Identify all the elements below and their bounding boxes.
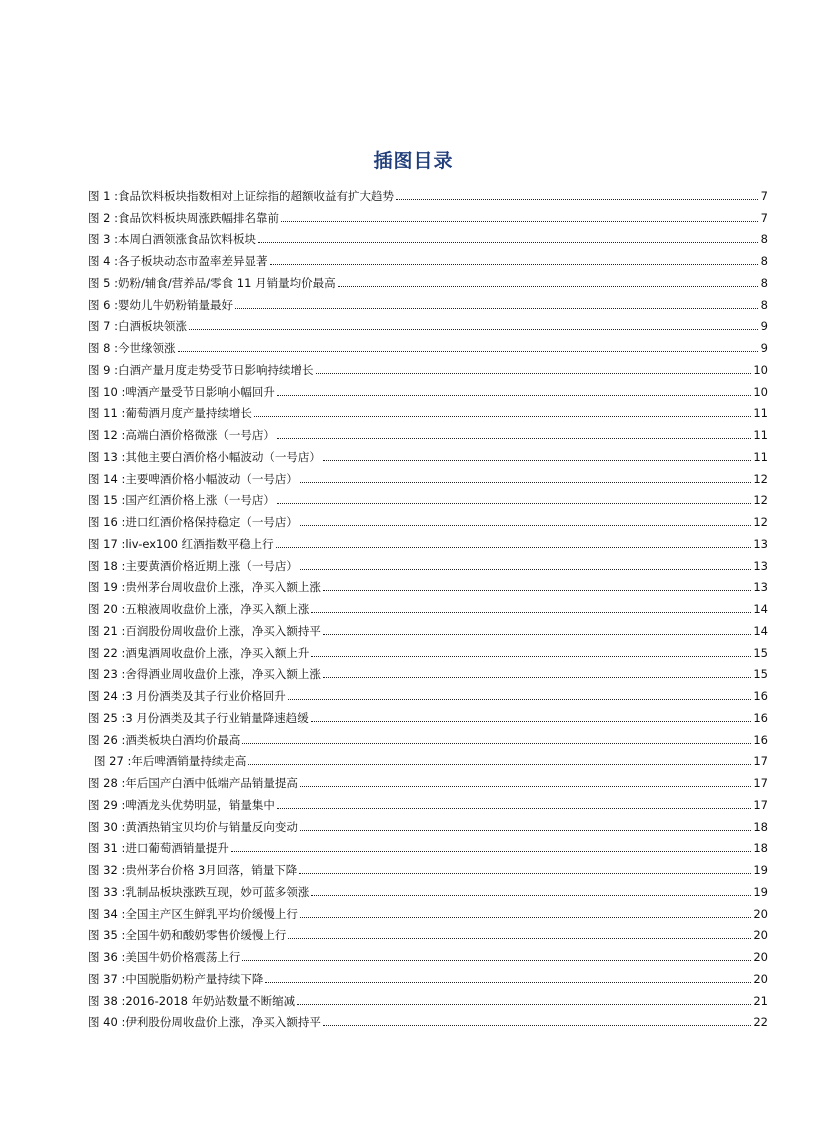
figure-entry[interactable] (88, 420, 768, 442)
figure-entry-label: 图 4 :各子板块动态市盈率差异显著 (88, 254, 268, 268)
dot-leader (300, 482, 752, 483)
figure-entry-label: 图 8 :今世缘领涨 (88, 341, 176, 355)
figure-entry[interactable] (88, 333, 768, 355)
figure-entry[interactable] (88, 529, 768, 551)
dot-leader (323, 1025, 752, 1026)
dot-leader (311, 895, 751, 896)
figure-entry-page: 15 (753, 645, 768, 660)
figure-entry-label: 图 20 :五粮液周收盘价上涨，净买入额上涨 (88, 602, 310, 616)
dot-leader (242, 743, 751, 744)
dot-leader (338, 286, 758, 287)
dot-leader (316, 373, 752, 374)
dot-leader (189, 329, 758, 330)
figure-entry-label: 图 13 :其他主要白酒价格小幅波动（一号店） (88, 449, 321, 464)
figure-entry-label: 图 7 :白酒板块领涨 (88, 319, 188, 334)
figure-entry[interactable] (88, 855, 768, 877)
figure-entry-label: 图 25 :3 月份酒类及其子行业销量降速趋缓 (88, 710, 309, 725)
figure-entry[interactable] (88, 877, 768, 899)
figure-entry[interactable] (88, 942, 768, 964)
figure-entry-page: 18 (753, 841, 768, 856)
figure-entry-page: 17 (753, 754, 768, 769)
dot-leader (323, 677, 752, 678)
figure-entry-label: 图 35 :全国牛奶和酸奶零售价缓慢上行 (88, 928, 287, 943)
figure-entry-label: 图 32 :贵州茅台价格 3月回落，销量下降 (88, 863, 298, 877)
figure-entry-label: 图 38 :2016-2018 年奶站数量不断缩减 (88, 993, 296, 1008)
figure-entry-label: 图 24 :3 月份酒类及其子行业价格回升 (88, 689, 286, 703)
dot-leader (242, 960, 751, 961)
figure-entry[interactable] (88, 290, 768, 312)
dot-leader (235, 308, 758, 309)
figure-entry[interactable] (88, 768, 768, 790)
figure-entry[interactable] (88, 507, 768, 529)
figure-entry-page: 9 (760, 319, 768, 334)
dot-leader (288, 938, 751, 939)
figure-entry-page: 13 (753, 558, 768, 573)
figure-entry-label: 图 26 :酒类板块白酒均价最高 (88, 732, 241, 747)
figure-entry-label: 图 33 :乳制品板块涨跌互现，妙可蓝多领涨 (88, 884, 310, 899)
dot-leader (300, 569, 752, 570)
figure-entry[interactable] (88, 573, 768, 595)
figure-entry-page: 10 (753, 362, 768, 377)
figure-entry-page: 7 (760, 210, 768, 225)
figure-entry-page: 16 (753, 710, 768, 725)
dot-leader (300, 830, 752, 831)
dot-leader (396, 199, 758, 200)
figure-entry-page: 21 (753, 993, 768, 1008)
figure-entry[interactable] (88, 399, 768, 421)
figure-entry-page: 14 (753, 602, 768, 616)
figure-entry[interactable] (88, 203, 768, 225)
figure-entry[interactable] (88, 225, 768, 247)
figure-entry[interactable] (88, 594, 768, 616)
figure-entry-label: 图 34 :全国主产区生鲜乳平均价缓慢上行 (88, 906, 298, 921)
figure-entry[interactable] (88, 1008, 768, 1030)
dot-leader (276, 547, 752, 548)
dot-leader (254, 416, 752, 417)
figure-entry-page: 12 (753, 515, 768, 529)
figure-entry-page: 8 (760, 275, 768, 290)
figure-entry[interactable] (88, 834, 768, 856)
dot-leader (323, 460, 752, 461)
dot-leader (178, 351, 758, 352)
figure-entry-page: 17 (753, 776, 768, 790)
figure-entry-label: 图 10 :啤酒产量受节日影响小幅回升 (88, 384, 275, 399)
figure-entry[interactable] (88, 921, 768, 943)
figure-entry-page: 22 (753, 1015, 768, 1030)
figure-entry-page: 20 (753, 971, 768, 986)
dot-leader (231, 851, 752, 852)
figure-entry-page: 13 (753, 536, 768, 551)
figure-entry-label: 图 23 :舍得酒业周收盘价上涨，净买入额上涨 (88, 667, 321, 682)
figure-entry[interactable] (88, 790, 768, 812)
dot-leader (288, 699, 752, 700)
figure-entry[interactable] (88, 486, 768, 508)
figure-entry[interactable] (88, 377, 768, 399)
figure-entry-label: 图 2 :食品饮料板块周涨跌幅排名靠前 (88, 210, 280, 225)
dot-leader (270, 264, 758, 265)
dot-leader (277, 438, 752, 439)
figure-entry-label: 图 40 :伊利股份周收盘价上涨，净买入额持平 (88, 1015, 321, 1030)
figure-entry-label: 图 3 :本周白酒领涨食品饮料板块 (88, 232, 257, 247)
figure-entry[interactable] (88, 812, 768, 834)
figure-entry-page: 20 (753, 928, 768, 943)
figure-list (88, 181, 768, 1029)
figure-entry-label: 图 11 :葡萄酒月度产量持续增长 (88, 406, 252, 421)
dot-leader (281, 221, 758, 222)
figure-entry-label: 图 30 :黄酒热销宝贝均价与销量反向变动 (88, 819, 298, 834)
figure-entry[interactable] (88, 660, 768, 682)
figure-entry-label: 图 31 :进口葡萄酒销量提升 (88, 841, 229, 856)
figure-entry-label: 图 36 :美国牛奶价格震荡上行 (88, 950, 241, 964)
figure-entry-page: 7 (760, 188, 768, 203)
dot-leader (297, 1004, 751, 1005)
figure-entry[interactable] (88, 986, 768, 1008)
figure-entry[interactable] (88, 312, 768, 334)
figure-entry[interactable] (88, 725, 768, 747)
figure-entry-page: 9 (760, 341, 768, 355)
figure-entry[interactable] (88, 355, 768, 377)
figure-entry-label: 图 21 :百润股份周收盘价上涨，净买入额持平 (88, 623, 321, 638)
figure-entry[interactable] (88, 899, 768, 921)
dot-leader (300, 917, 752, 918)
figure-entry-page: 12 (753, 471, 768, 486)
dot-leader (311, 721, 752, 722)
dot-leader (277, 395, 752, 396)
figure-entry-label: 图 16 :进口红酒价格保持稳定（一号店） (88, 515, 298, 529)
figure-entry-page: 8 (760, 297, 768, 312)
dot-leader (277, 808, 752, 809)
figure-entry-page: 18 (753, 819, 768, 834)
figure-entry-page: 11 (753, 428, 768, 442)
figure-entry[interactable] (88, 464, 768, 486)
figure-entry[interactable] (88, 268, 768, 290)
figure-entry-label: 图 5 :奶粉/辅食/营养品/零食 11 月销量均价最高 (88, 275, 336, 290)
figure-entry-label: 图 15 :国产红酒价格上涨（一号店） (88, 493, 275, 508)
figure-entry[interactable] (88, 181, 768, 203)
figure-entry-page: 8 (760, 254, 768, 268)
figure-entry-page: 13 (753, 580, 768, 595)
dot-leader (248, 764, 751, 765)
figure-entry[interactable] (88, 681, 768, 703)
figure-entry-page: 10 (753, 384, 768, 399)
figure-entry[interactable] (88, 442, 768, 464)
dot-leader (258, 242, 758, 243)
dot-leader (299, 873, 751, 874)
dot-leader (277, 503, 752, 504)
dot-leader (300, 786, 752, 787)
figure-entry[interactable] (88, 747, 768, 769)
figure-entry-label: 图 12 :高端白酒价格微涨（一号店） (88, 428, 275, 442)
figure-entry[interactable] (88, 964, 768, 986)
figure-entry-label: 图 14 :主要啤酒价格小幅波动（一号店） (88, 471, 298, 486)
figure-entry-page: 12 (753, 493, 768, 508)
figure-entry[interactable] (88, 703, 768, 725)
figure-entry-page: 15 (753, 667, 768, 682)
dot-leader (311, 656, 751, 657)
figure-entry-page: 19 (753, 884, 768, 899)
figure-entry-label: 图 28 :年后国产白酒中低端产品销量提高 (88, 776, 298, 790)
figure-entry-label: 图 17 :liv-ex100 红酒指数平稳上行 (88, 536, 274, 551)
dot-leader (323, 590, 752, 591)
figure-entry-label: 图 18 :主要黄酒价格近期上涨（一号店） (88, 558, 298, 573)
figure-entry-label: 图 29 :啤酒龙头优势明显，销量集中 (88, 797, 275, 812)
dot-leader (323, 634, 752, 635)
figure-entry[interactable] (88, 616, 768, 638)
figure-entry-label: 图 19 :贵州茅台周收盘价上涨，净买入额上涨 (88, 580, 321, 595)
figure-entry-page: 16 (753, 732, 768, 747)
figure-entry-label: 图 37 :中国脱脂奶粉产量持续下降 (88, 971, 264, 986)
dot-leader (265, 982, 751, 983)
figure-entry-label: 图 27 :年后啤酒销量持续走高 (94, 754, 247, 769)
figure-entry-label: 图 9 :白酒产量月度走势受节日影响持续增长 (88, 362, 314, 377)
figure-entry-page: 17 (753, 797, 768, 812)
figure-entry-page: 11 (753, 406, 768, 421)
figure-entry-label: 图 6 :婴幼儿牛奶粉销量最好 (88, 297, 234, 312)
figure-entry-page: 11 (753, 449, 768, 464)
figure-entry-page: 16 (753, 689, 768, 703)
page-title: 插图目录 (373, 150, 454, 172)
figure-entry-label: 图 22 :酒鬼酒周收盘价上涨，净买入额上升 (88, 645, 310, 660)
dot-leader (300, 525, 752, 526)
figure-entry[interactable] (88, 551, 768, 573)
figure-entry-page: 8 (760, 232, 768, 247)
figure-entry-page: 20 (753, 950, 768, 964)
figure-entry-label: 图 1 :食品饮料板块指数相对上证综指的超额收益有扩大趋势 (88, 188, 394, 203)
figure-entry[interactable] (88, 638, 768, 660)
dot-leader (311, 612, 751, 613)
figure-entry-page: 20 (753, 906, 768, 921)
figure-entry[interactable] (88, 246, 768, 268)
figure-entry-page: 14 (753, 623, 768, 638)
figure-entry-page: 19 (753, 863, 768, 877)
